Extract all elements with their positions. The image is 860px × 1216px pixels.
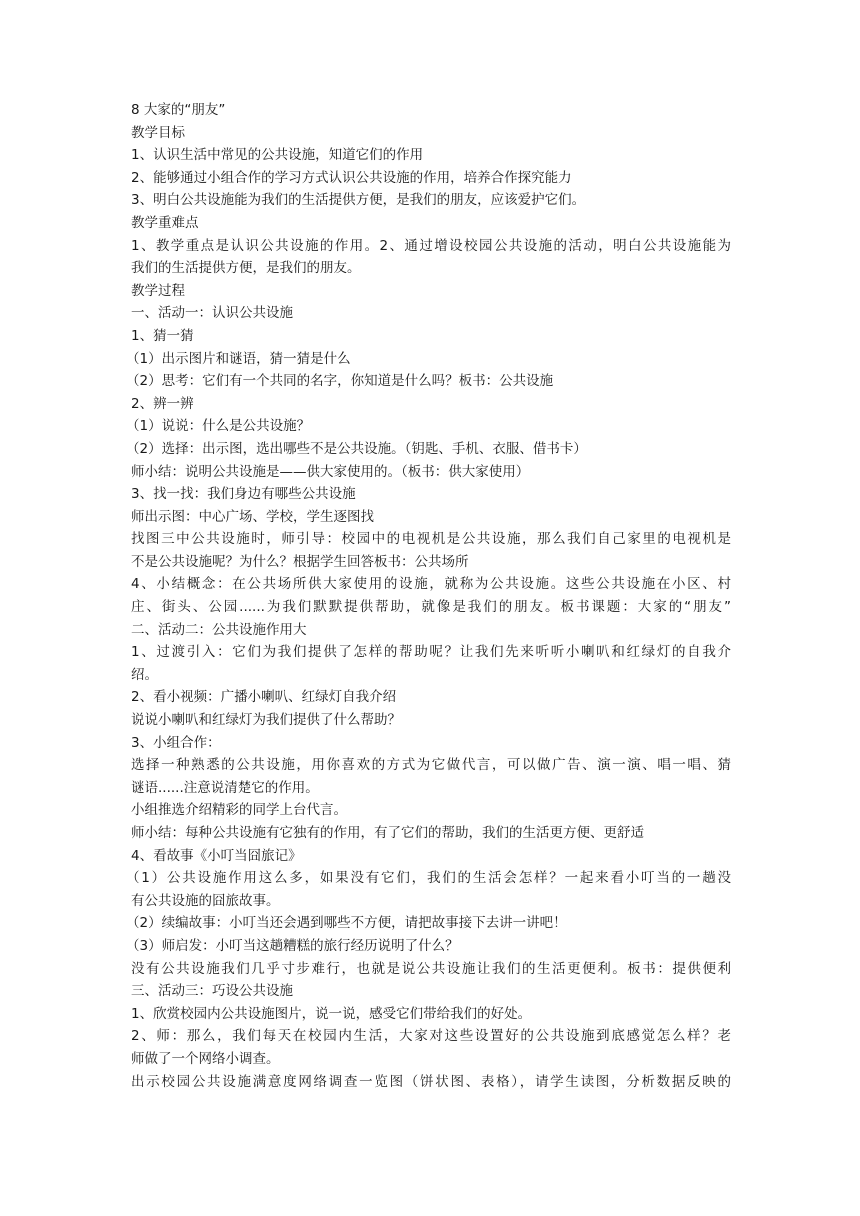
text-line: 1、欣赏校园内公共设施图片，说一说，感受它们带给我们的好处。 — [131, 1005, 532, 1022]
text-line: 我们的生活提供方便，是我们的朋友。 — [131, 260, 361, 277]
text-line: 出示校园公共设施满意度网络调查一览图（饼状图、表格），请学生读图，分析数据反映的 — [131, 1073, 731, 1090]
text-line: 2、师：那么，我们每天在校园内生活，大家对这些设置好的公共设施到底感觉怎么样？老 — [131, 1028, 731, 1045]
text-line: 师出示图：中心广场、学校，学生逐图找 — [131, 508, 374, 525]
text-line: 庄、街头、公园......为我们默默提供帮助，就像是我们的朋友。板书课题：大家的“朋友” — [131, 599, 731, 616]
text-line: 教学过程 — [131, 282, 185, 299]
text-line: 1、教学重点是认识公共设施的作用。2、通过增设校园公共设施的活动，明白公共设施能为 — [131, 237, 731, 254]
text-line: 1、认识生活中常见的公共设施，知道它们的作用 — [131, 147, 424, 164]
text-line: 3、找一找：我们身边有哪些公共设施 — [131, 486, 356, 503]
text-line: （2）续编故事：小叮当还会遇到哪些不方便，请把故事接下去讲一讲吧！ — [126, 915, 567, 932]
text-line: 3、明白公共设施能为我们的生活提供方便，是我们的朋友，应该爱护它们。 — [131, 192, 586, 209]
text-line: 绍。 — [131, 666, 158, 683]
text-line: 师做了一个网络小调查。 — [131, 1050, 280, 1067]
text-line: 选择一种熟悉的公共设施，用你喜欢的方式为它做代言，可以做广告、演一演、唱一唱、猜 — [131, 757, 731, 774]
text-line: 3、小组合作： — [131, 734, 221, 751]
text-line: 2、看小视频：广播小喇叭、红绿灯自我介绍 — [131, 689, 397, 706]
text-line: （1）出示图片和谜语，猜一猜是什么 — [126, 350, 351, 367]
text-line: 教学重难点 — [131, 214, 199, 231]
text-line: 三、活动三：巧设公共设施 — [131, 983, 293, 1000]
text-line: 教学目标 — [131, 124, 185, 141]
text-line: 二、活动二：公共设施作用大 — [131, 621, 307, 638]
text-line: 4、小结概念：在公共场所供大家使用的设施，就称为公共设施。这些公共设施在小区、村 — [131, 576, 731, 593]
document-body — [126, 99, 731, 1093]
text-line: 1、过渡引入：它们为我们提供了怎样的帮助呢？让我们先来听听小喇叭和红绿灯的自我介 — [131, 644, 731, 661]
text-line: 找图三中公共设施时，师引导：校园中的电视机是公共设施，那么我们自己家里的电视机是 — [131, 531, 731, 548]
text-line: （1）公共设施作用这么多，如果没有它们，我们的生活会怎样？一起来看小叮当的一趟没 — [126, 870, 731, 887]
document-title: 8 大家的“朋友” — [131, 102, 226, 118]
text-line: 说说小喇叭和红绿灯为我们提供了什么帮助？ — [131, 712, 401, 729]
text-line: 没有公共设施我们几乎寸步难行，也就是说公共设施让我们的生活更便利。板书：提供便利 — [131, 960, 731, 977]
text-line: 小组推选介绍精彩的同学上台代言。 — [131, 802, 347, 819]
text-line: （2）思考：它们有一个共同的名字，你知道是什么吗？板书：公共设施 — [126, 373, 554, 390]
text-line: 一、活动一：认识公共设施 — [131, 305, 293, 322]
text-line: 2、辨一辨 — [131, 395, 194, 412]
text-line: 师小结：说明公共设施是——供大家使用的。（板书：供大家使用） — [131, 463, 530, 480]
text-line: 师小结：每种公共设施有它独有的作用，有了它们的帮助，我们的生活更方便、更舒适 — [131, 825, 644, 841]
text-line: 不是公共设施呢？为什么？根据学生回答板书：公共场所 — [131, 553, 469, 570]
text-line: 谜语......注意说清楚它的作用。 — [131, 779, 319, 796]
text-line: （1）说说：什么是公共设施？ — [126, 418, 311, 435]
text-line: 2、能够通过小组合作的学习方式认识公共设施的作用，培养合作探究能力 — [131, 169, 572, 186]
text-line: 4、看故事《小叮当囧旅记》 — [131, 847, 302, 864]
text-line: 1、猜一猜 — [131, 327, 194, 344]
text-line: 有公共设施的囧旅故事。 — [131, 892, 280, 909]
text-line: （2）选择：出示图，选出哪些不是公共设施。（钥匙、手机、衣服、借书卡） — [126, 440, 587, 457]
text-line: （3）师启发：小叮当这趟糟糕的旅行经历说明了什么？ — [126, 937, 459, 954]
